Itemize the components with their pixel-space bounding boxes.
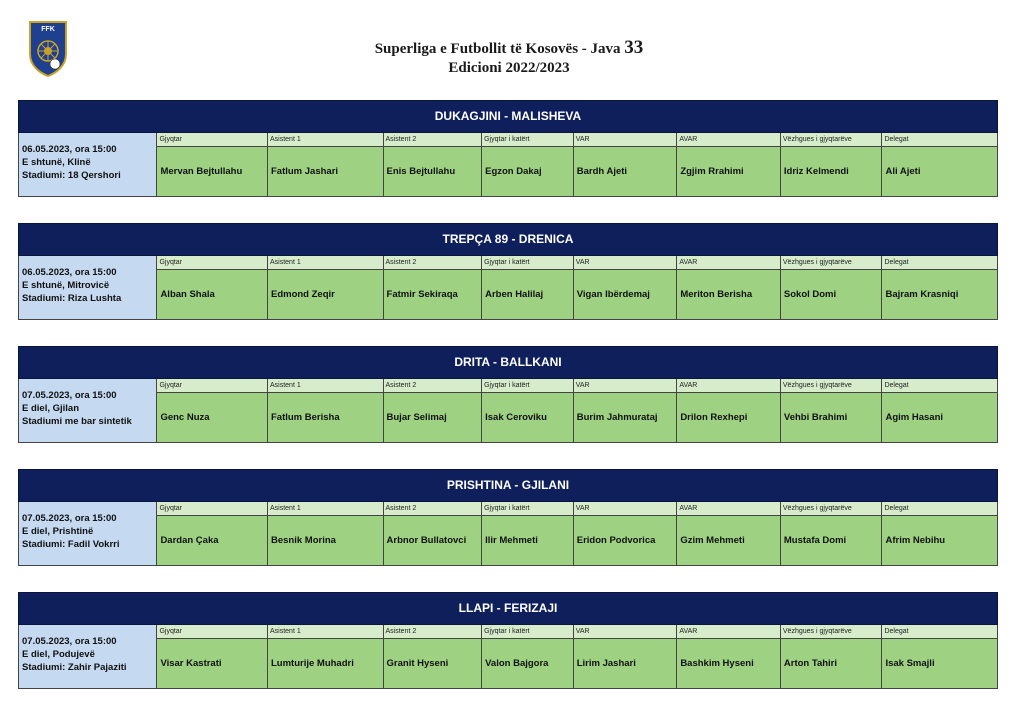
role-label: AVAR <box>677 379 780 393</box>
role-label: VAR <box>574 256 677 270</box>
official-name: Arbnor Bullatovci <box>384 516 482 565</box>
role-label: Asistent 2 <box>384 625 482 639</box>
role-label: Asistent 1 <box>268 625 383 639</box>
match-day-city: E shtunë, Klinë <box>22 157 91 168</box>
role-label: AVAR <box>677 502 780 516</box>
official-name: Idriz Kelmendi <box>781 147 882 196</box>
official-name: Agim Hasani <box>882 393 997 442</box>
role-label: Gjyqtar <box>157 379 267 393</box>
role-label: Vëzhgues i gjyqtarëve <box>781 625 882 639</box>
role-cell <box>574 502 678 565</box>
official-name: Valon Bajgora <box>482 639 573 688</box>
official-name: Vehbi Brahimi <box>781 393 882 442</box>
official-name: Isak Ceroviku <box>482 393 573 442</box>
role-label: AVAR <box>677 133 780 147</box>
role-cell <box>882 502 997 565</box>
official-name: Sokol Domi <box>781 270 882 319</box>
match-datetime: 07.05.2023, ora 15:00 <box>22 513 117 524</box>
role-label: Gjyqtar <box>157 625 267 639</box>
role-cell <box>268 133 384 196</box>
role-cell <box>384 379 483 442</box>
official-name: Lumturije Muhadri <box>268 639 383 688</box>
match-datetime: 07.05.2023, ora 15:00 <box>22 636 117 647</box>
role-cell <box>157 625 268 688</box>
official-name: Enis Bejtullahu <box>384 147 482 196</box>
role-label: Asistent 2 <box>384 379 482 393</box>
match-block <box>18 100 998 197</box>
role-label: Delegat <box>882 379 997 393</box>
role-label: Delegat <box>882 502 997 516</box>
official-name: Mervan Bejtullahu <box>157 147 267 196</box>
role-cell <box>781 379 883 442</box>
role-label: VAR <box>574 379 677 393</box>
role-label: Asistent 2 <box>384 502 482 516</box>
role-label: Asistent 2 <box>384 133 482 147</box>
match-stadium: Stadiumi: Riza Lushta <box>22 293 122 304</box>
official-name: Gzim Mehmeti <box>677 516 780 565</box>
role-cell <box>882 379 997 442</box>
role-cell <box>781 502 883 565</box>
role-cell <box>781 625 883 688</box>
role-cell <box>268 256 384 319</box>
match-title: DRITA - BALLKANI <box>18 346 998 379</box>
match-day-city: E diel, Gjilan <box>22 403 80 414</box>
match-body <box>18 256 998 320</box>
official-name: Ali Ajeti <box>882 147 997 196</box>
match-info <box>19 133 157 196</box>
official-name: Granit Hyseni <box>384 639 482 688</box>
role-label: Vëzhgues i gjyqtarëve <box>781 379 882 393</box>
role-label: Gjyqtar i katërt <box>482 502 573 516</box>
role-cell <box>574 256 678 319</box>
match-datetime: 07.05.2023, ora 15:00 <box>22 390 117 401</box>
official-name: Bajram Krasniqi <box>882 270 997 319</box>
role-label: AVAR <box>677 256 780 270</box>
role-label: Gjyqtar <box>157 502 267 516</box>
role-label: Asistent 1 <box>268 502 383 516</box>
week-number: 33 <box>624 37 644 58</box>
official-name: Visar Kastrati <box>157 639 267 688</box>
role-cell <box>574 379 678 442</box>
match-title: TREPÇA 89 - DRENICA <box>18 223 998 256</box>
match-block <box>18 346 998 443</box>
official-name: Eridon Podvorica <box>574 516 677 565</box>
role-cell <box>574 133 678 196</box>
official-name: Ilir Mehmeti <box>482 516 573 565</box>
official-name: Dardan Çaka <box>157 516 267 565</box>
match-day-city: E shtunë, Mitrovicë <box>22 280 110 291</box>
role-label: Gjyqtar i katërt <box>482 625 573 639</box>
role-cell <box>384 256 483 319</box>
match-datetime: 06.05.2023, ora 15:00 <box>22 144 117 155</box>
role-cell <box>677 502 781 565</box>
role-cell <box>482 133 574 196</box>
svg-text:FFK: FFK <box>41 26 55 33</box>
role-label: Asistent 1 <box>268 256 383 270</box>
role-cell <box>384 502 483 565</box>
role-cell <box>268 625 384 688</box>
role-cell <box>781 256 883 319</box>
match-stadium: Stadiumi me bar sintetik <box>22 416 132 427</box>
title-block <box>0 38 1024 78</box>
match-info <box>19 256 157 319</box>
role-label: Vëzhgues i gjyqtarëve <box>781 502 882 516</box>
role-cell <box>574 625 678 688</box>
role-cell <box>157 133 268 196</box>
match-stadium: Stadiumi: Fadil Vokrri <box>22 539 120 550</box>
role-label: VAR <box>574 625 677 639</box>
role-label: Asistent 1 <box>268 379 383 393</box>
match-stadium: Stadiumi: Zahir Pajaziti <box>22 662 127 673</box>
match-day-city: E diel, Podujevë <box>22 649 95 660</box>
official-name: Edmond Zeqir <box>268 270 383 319</box>
role-label: Gjyqtar i katërt <box>482 256 573 270</box>
role-cell <box>268 379 384 442</box>
match-body <box>18 502 998 566</box>
match-block <box>18 469 998 566</box>
official-name: Lirim Jashari <box>574 639 677 688</box>
official-name: Meriton Berisha <box>677 270 780 319</box>
role-cell <box>882 133 997 196</box>
official-name: Isak Smajli <box>882 639 997 688</box>
role-cell <box>677 133 781 196</box>
role-cell <box>384 133 483 196</box>
role-label: Gjyqtar <box>157 256 267 270</box>
role-label: VAR <box>574 133 677 147</box>
role-cell <box>482 256 574 319</box>
role-cell <box>677 256 781 319</box>
official-name: Drilon Rexhepi <box>677 393 780 442</box>
official-name: Zgjim Rrahimi <box>677 147 780 196</box>
match-day-city: E diel, Prishtinë <box>22 526 94 537</box>
official-name: Egzon Dakaj <box>482 147 573 196</box>
role-cell <box>482 625 574 688</box>
match-info <box>19 379 157 442</box>
role-cell <box>882 256 997 319</box>
role-label: Delegat <box>882 133 997 147</box>
role-cell <box>482 502 574 565</box>
role-cell <box>482 379 574 442</box>
title-main: Superliga e Futbollit të Kosovës - Java <box>374 41 621 57</box>
role-cell <box>157 379 268 442</box>
official-name: Fatlum Jashari <box>268 147 383 196</box>
official-name: Genc Nuza <box>157 393 267 442</box>
official-name: Afrim Nebihu <box>882 516 997 565</box>
official-name: Arben Halilaj <box>482 270 573 319</box>
role-label: Vëzhgues i gjyqtarëve <box>781 133 882 147</box>
match-body <box>18 133 998 197</box>
official-name: Fatlum Berisha <box>268 393 383 442</box>
official-name: Bardh Ajeti <box>574 147 677 196</box>
official-name: Bashkim Hyseni <box>677 639 780 688</box>
match-title: PRISHTINA - GJILANI <box>18 469 998 502</box>
role-cell <box>677 625 781 688</box>
role-cell <box>677 379 781 442</box>
official-name: Vigan Ibërdemaj <box>574 270 677 319</box>
role-label: Gjyqtar <box>157 133 267 147</box>
official-name: Burim Jahmurataj <box>574 393 677 442</box>
role-cell <box>882 625 997 688</box>
match-body <box>18 625 998 689</box>
match-body <box>18 379 998 443</box>
role-cell <box>384 625 483 688</box>
role-label: Vëzhgues i gjyqtarëve <box>781 256 882 270</box>
official-name: Fatmir Sekiraqa <box>384 270 482 319</box>
role-cell <box>157 256 268 319</box>
role-label: Delegat <box>882 625 997 639</box>
role-label: AVAR <box>677 625 780 639</box>
official-name: Alban Shala <box>157 270 267 319</box>
official-name: Bujar Selimaj <box>384 393 482 442</box>
role-cell <box>268 502 384 565</box>
match-info <box>19 625 157 688</box>
match-block <box>18 592 998 689</box>
role-cell <box>781 133 883 196</box>
role-label: VAR <box>574 502 677 516</box>
official-name: Arton Tahiri <box>781 639 882 688</box>
match-info <box>19 502 157 565</box>
match-block <box>18 223 998 320</box>
official-name: Mustafa Domi <box>781 516 882 565</box>
match-title: LLAPI - FERIZAJI <box>18 592 998 625</box>
role-label: Asistent 1 <box>268 133 383 147</box>
official-name: Besnik Morina <box>268 516 383 565</box>
match-datetime: 06.05.2023, ora 15:00 <box>22 267 117 278</box>
role-label: Gjyqtar i katërt <box>482 379 573 393</box>
match-stadium: Stadiumi: 18 Qershori <box>22 170 121 181</box>
season-subtitle: Edicioni 2022/2023 <box>448 60 570 76</box>
role-label: Asistent 2 <box>384 256 482 270</box>
role-label: Delegat <box>882 256 997 270</box>
page-title <box>0 38 1024 59</box>
role-label: Gjyqtar i katërt <box>482 133 573 147</box>
match-title: DUKAGJINI - MALISHEVA <box>18 100 998 133</box>
role-cell <box>157 502 268 565</box>
